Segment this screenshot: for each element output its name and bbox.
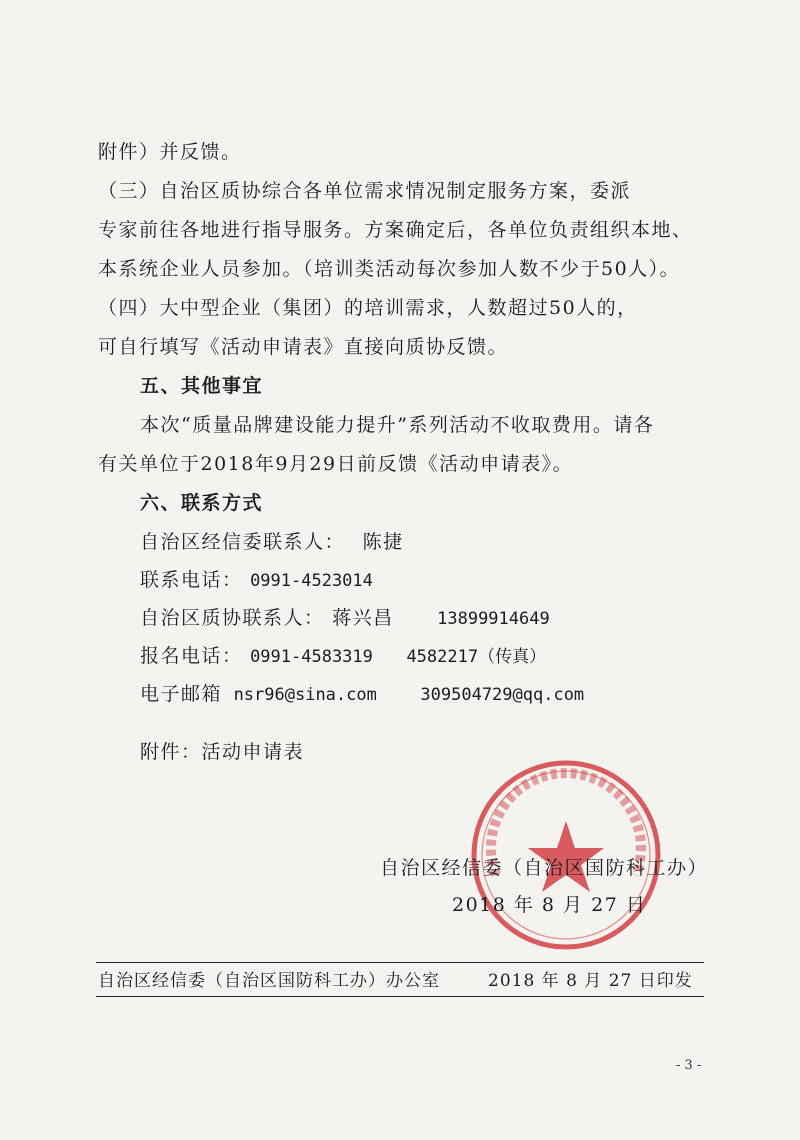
body-paragraph-4-line-1: 本次“质量品牌建设能力提升”系列活动不收取费用。请各 xyxy=(140,414,655,436)
contact-email-1[interactable]: nsr96@sina.com xyxy=(233,685,377,705)
body-paragraph-1: 附件）并反馈。 xyxy=(98,141,242,163)
contact-qa-row xyxy=(140,606,550,631)
contact-eitc-name: 陈捷 xyxy=(362,531,404,553)
footer-office: 自治区经信委（自治区国防科工办）办公室 xyxy=(98,971,440,991)
body-paragraph-2-line-2: 专家前往各地进行指导服务。方案确定后，各单位负责组织本地、 xyxy=(98,219,693,241)
section-heading-6: 六、联系方式 xyxy=(140,492,264,514)
contact-phone-label: 联系电话： xyxy=(140,569,243,591)
attachment-note: 附件：活动申请表 xyxy=(140,741,305,763)
body-paragraph-4-line-2: 有关单位于2018年9月29日前反馈《活动申请表》。 xyxy=(98,453,574,475)
contact-signup-row xyxy=(140,644,546,669)
footer-top-rule xyxy=(96,962,704,963)
contact-email-row xyxy=(140,682,584,707)
contact-phone-value: 0991-4523014 xyxy=(250,571,373,591)
footer-bottom-rule xyxy=(96,996,704,997)
contact-fax: 4582217（传真） xyxy=(406,647,547,667)
footer-issued: 2018 年 8 月 27 日印发 xyxy=(488,971,693,991)
body-paragraph-2-line-1: （三）自治区质协综合各单位需求情况制定服务方案，委派 xyxy=(98,180,632,202)
contact-qa-name: 蒋兴昌 xyxy=(332,607,394,629)
contact-phone-row xyxy=(140,568,373,593)
contact-eitc-row xyxy=(140,530,404,554)
contact-signup-phone: 0991-4583319 xyxy=(250,647,373,667)
official-seal-icon xyxy=(466,755,666,955)
signature-date: 2018 年 8 月 27 日 xyxy=(452,894,647,916)
page-number: - 3 - xyxy=(676,1058,702,1073)
contact-qa-label: 自治区质协联系人： xyxy=(140,607,325,629)
contact-signup-label: 报名电话： xyxy=(140,645,243,667)
section-heading-5: 五、其他事宜 xyxy=(140,375,264,397)
signature-org: 自治区经信委（自治区国防科工办） xyxy=(380,857,709,879)
contact-email-label: 电子邮箱 xyxy=(140,683,223,705)
body-paragraph-2-line-3: 本系统企业人员参加。（培训类活动每次参加人数不少于50人）。 xyxy=(98,258,681,280)
contact-eitc-label: 自治区经信委联系人： xyxy=(140,531,346,553)
contact-qa-mobile: 13899914649 xyxy=(437,609,550,629)
body-paragraph-3-line-2: 可自行填写《活动申请表》直接向质协反馈。 xyxy=(98,336,509,358)
contact-email-2[interactable]: 309504729@qq.com xyxy=(420,685,585,705)
body-paragraph-3-line-1: （四）大中型企业（集团）的培训需求，人数超过50人的， xyxy=(98,297,638,319)
